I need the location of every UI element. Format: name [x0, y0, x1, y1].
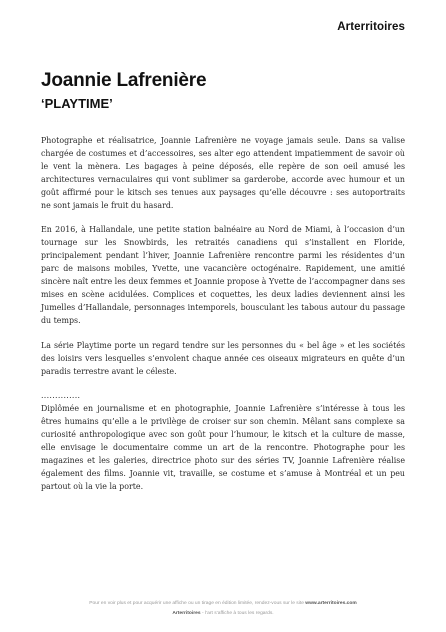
- paragraph-bio: Diplômée en journalisme et en photographie, Joannie Lafrenière s’intéresse à tous les êtres humains qu’elle a le privilège de croiser sur son chemin. Mêlant sans complexe sa curiosité anthropologique avec son goût pour l’humour, le kitsch et la culture de masse, elle envisage le documentaire comme un art de la rencontre. Photographe pour les magazines et les galeries, directrice photo sur des séries TV, Joannie Lafrenière réalise également des films. Joannie vit, travaille, se costume et s’amuse à Montréal et un peu partout où la vie la porte.: [41, 404, 405, 491]
- article-body: [41, 135, 405, 506]
- footer: [0, 599, 446, 619]
- footer-brand: Arterritoires: [172, 611, 201, 616]
- artist-name: Joannie Lafrenière: [41, 70, 207, 91]
- separator: ..............: [41, 391, 81, 401]
- footer-website-link[interactable]: www.arterritoires.com: [305, 601, 357, 606]
- paragraph-story: En 2016, à Hallandale, une petite station balnéaire au Nord de Miami, à l’occasion d’un tournage sur les Snowbirds, les retraités canadiens qui s’installent en Floride, principalement pendant l’hiver, Joannie Lafrenière rencontre parmi les résidentes d’un parc de maisons mobiles, Yvette, une vacancière octogénaire. Rapidement, une amitié sincère naît entre les deux femmes et Joannie propose à Yvette de l’accompagner dans ses mises en scène acidulées. Complices et coquettes, les deux ladies deviennent ainsi les Jumelles d’Hallandale, personnages intemporels, bousculant les tabous autour du passage du temps.: [41, 225, 405, 325]
- footer-tagline: - l’art s’affiche à tous les regards.: [201, 611, 274, 616]
- paragraph-intro: Photographe et réalisatrice, Joannie Lafrenière ne voyage jamais seule. Dans sa valise chargée de costumes et d’accessoires, ses alter ego attendent impatiemment de savoir où le vent la mènera. Les bagages à peine déposés, elle repère de son oeil amusé les architectures vernaculaires qui vont sublimer sa garderobe, accorde avec humour et un goût affirmé pour le kitsch ses tenues aux paysages qu’elle découvre : ses autoportraits ne sont jamais le fruit du hasard.: [41, 136, 405, 210]
- series-title: ‘PLAYTIME’: [41, 96, 113, 111]
- footer-line-2: [0, 609, 446, 619]
- brand-logo: Arterritoires: [337, 21, 405, 33]
- paragraph-series: La série Playtime porte un regard tendre sur les personnes du « bel âge » et les sociétés des loisirs vers lesquelles s’envolent chaque année ces oiseaux migrateurs en quête d’un paradis terrestre avant le céleste.: [41, 340, 405, 376]
- footer-cta-text: Pour en voir plus et pour acquérir une affiche ou un tirage en édition limitée, rendez-vous sur le site: [89, 601, 304, 606]
- footer-line-1: [0, 599, 446, 609]
